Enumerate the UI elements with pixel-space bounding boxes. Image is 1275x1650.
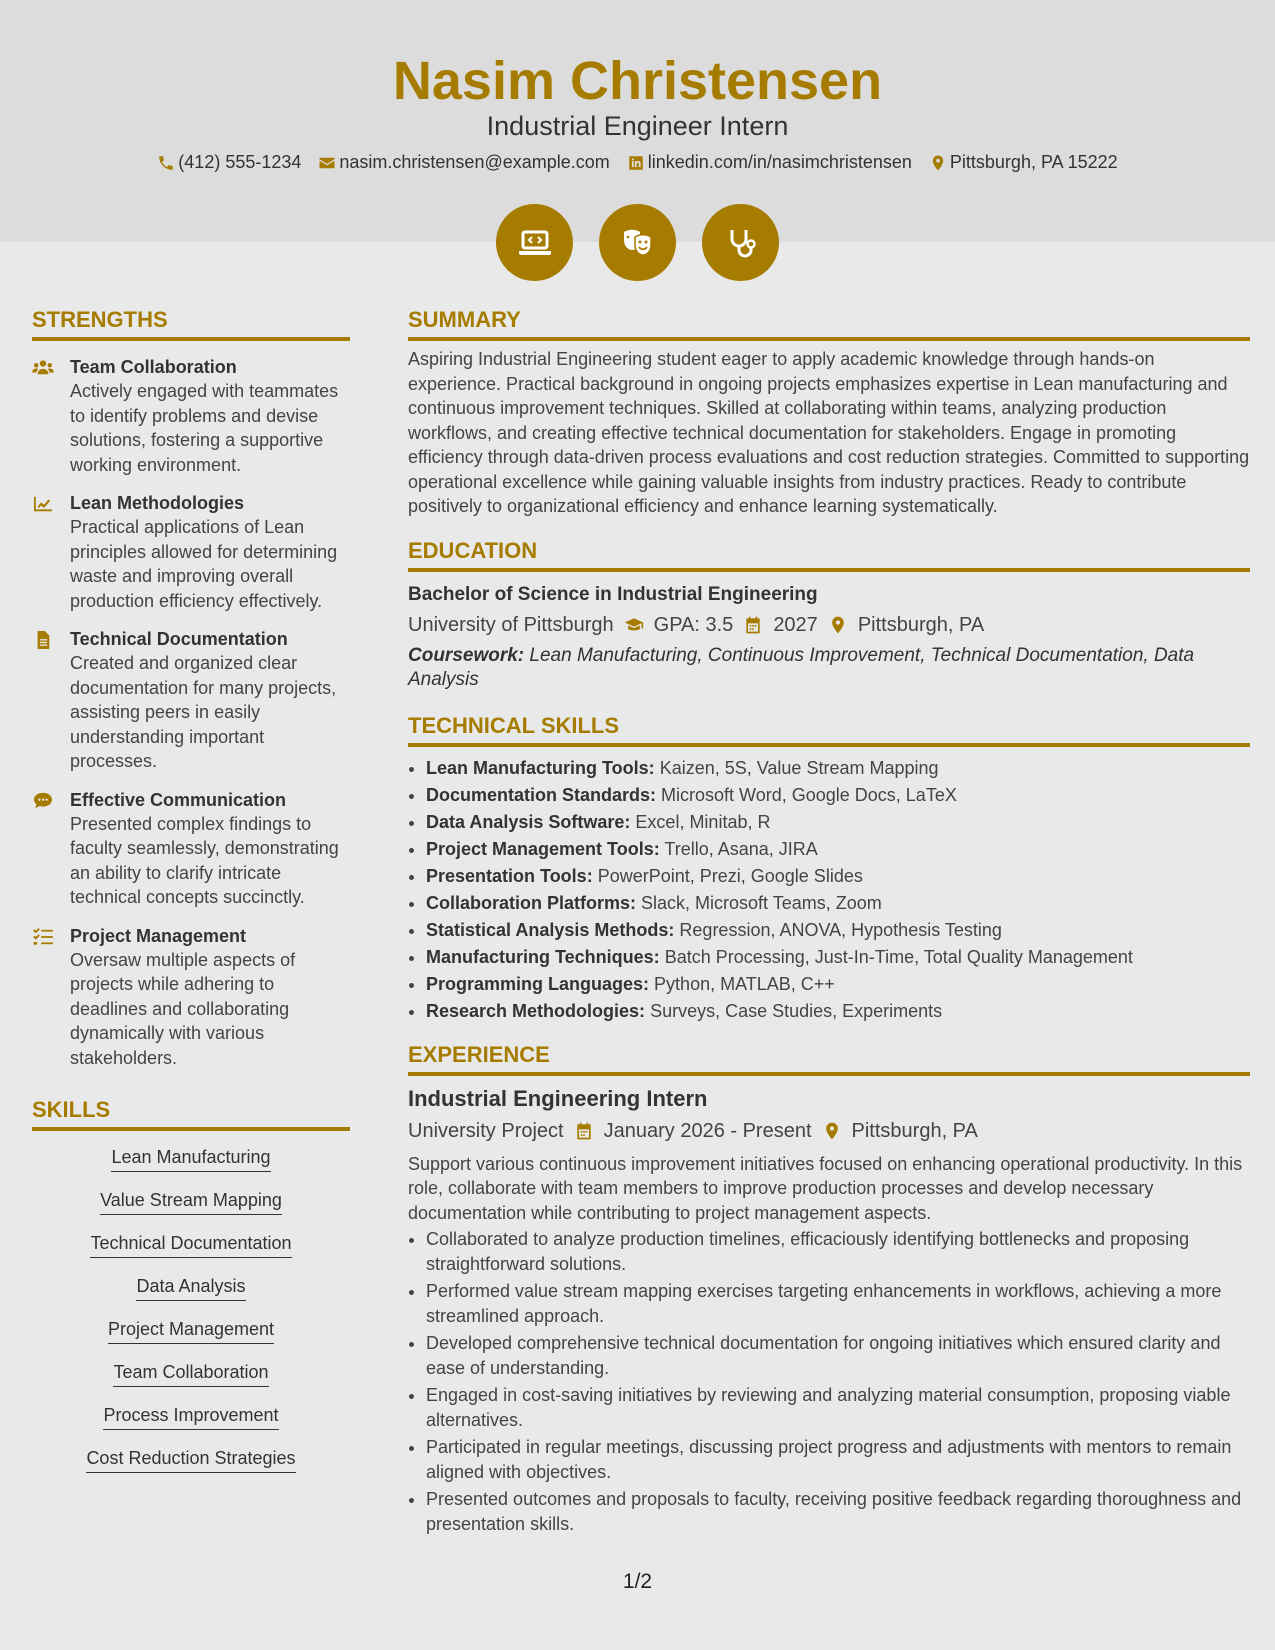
tech-skill-item [426, 863, 1250, 890]
tech-skill-item [426, 836, 1250, 863]
file-alt-icon [32, 631, 54, 649]
tech-skill-value: Slack, Microsoft Teams, Zoom [641, 892, 882, 913]
tech-skill-item [426, 998, 1250, 1025]
job-bullet: • Presented outcomes and proposals to faculty, receiving positive feedback regarding thoroughness and presentation skills. [426, 1487, 1250, 1536]
strength-item [32, 491, 350, 613]
coursework-list: Lean Manufacturing, Continuous Improvement, Technical Documentation, Data Analysis [408, 644, 1195, 690]
stethoscope-icon [702, 204, 779, 281]
graduation-cap-icon [624, 615, 644, 635]
strength-desc: Actively engaged with teammates to identify problems and devise solutions, fostering a supportive working environment. [70, 381, 339, 475]
skills-title: SKILLS [32, 1096, 350, 1131]
map-marker-icon [828, 615, 848, 635]
job-bullet: • Engaged in cost-saving initiatives by reviewing and analyzing material consumption, proposing viable alternatives. [426, 1383, 1250, 1432]
linkedin-text[interactable]: linkedin.com/in/nasimchristensen [647, 152, 912, 172]
coursework-label: Coursework: [408, 644, 525, 666]
tech-skill-label: Documentation Standards: [426, 784, 657, 805]
skill-item: Technical Documentation [90, 1231, 291, 1258]
school-location: Pittsburgh, PA [857, 613, 985, 636]
strength-item [32, 924, 350, 1071]
job-intro: Support various continuous improvement initiatives focused on enhancing operational productivity. In this role, collaborate with team members to improve production processes and develop necessary documentation while contributing to project management aspects. [408, 1153, 1243, 1223]
tech-skill-label: Lean Manufacturing Tools: [426, 757, 655, 778]
tech-skill-value: PowerPoint, Prezi, Google Slides [597, 865, 863, 886]
skill-item: Project Management [108, 1317, 274, 1344]
tech-skill-value: Trello, Asana, JIRA [664, 838, 818, 859]
contact-email[interactable] [318, 152, 609, 173]
users-icon [32, 359, 54, 377]
technical-skills-title: TECHNICAL SKILLS [408, 712, 1250, 747]
tech-skill-item [426, 971, 1250, 998]
job-title: Industrial Engineering Intern [408, 1085, 708, 1111]
tech-skill-value: Surveys, Case Studies, Experiments [650, 1000, 943, 1021]
map-marker-icon [822, 1121, 842, 1141]
grad-year: 2027 [773, 613, 818, 636]
tech-skill-value: Excel, Minitab, R [635, 811, 771, 832]
tech-skill-label: Manufacturing Techniques: [426, 946, 660, 967]
job-bullets [408, 1227, 1250, 1536]
hobby-icons [0, 204, 1275, 281]
strength-title: Lean Methodologies [70, 493, 245, 513]
skill-item: Team Collaboration [113, 1360, 268, 1387]
degree: Bachelor of Science in Industrial Engineering [408, 583, 818, 605]
tech-skill-item [426, 755, 1250, 782]
contact-row [0, 152, 1275, 173]
strength-item [32, 788, 350, 910]
strength-title: Project Management [70, 925, 247, 946]
theater-masks-icon [599, 204, 676, 281]
comment-dots-icon [32, 792, 54, 810]
coursework [408, 644, 1250, 692]
skill-item: Lean Manufacturing [111, 1145, 270, 1172]
summary-text: Aspiring Industrial Engineering student eager to apply academic knowledge through hands-on experience. Practical background in ongoing projects emphasizes expertise in Lean manufacturing and continuous improvement techniques. Skilled at collaborating within teams, analyzing production workflows, and creating effective technical documentation for stakeholders. Engage in promoting efficiency through data-driven process evaluations and cost reduction strategies. Committed to supporting operational excellence while gaining valuable insights from industry practices. Ready to contribute positively to organizational efficiency and enhance learning systematically. [408, 349, 1250, 516]
tech-skill-item [426, 944, 1250, 971]
job-bullet: • Developed comprehensive technical documentation for ongoing initiatives which ensured clarity and ease of understanding. [426, 1331, 1250, 1380]
strength-title: Effective Communication [70, 789, 287, 810]
skill-item: Data Analysis [136, 1274, 245, 1301]
tech-skill-value: Python, MATLAB, C++ [654, 973, 835, 994]
phone-icon [157, 154, 175, 172]
school: University of Pittsburgh [408, 613, 614, 636]
strength-desc: Presented complex findings to faculty seamlessly, demonstrating an ability to clarify intricate technical concepts succinctly. [70, 813, 339, 907]
strength-item [32, 355, 350, 477]
tech-skill-value: Microsoft Word, Google Docs, LaTeX [661, 784, 957, 805]
contact-linkedin[interactable] [627, 152, 912, 173]
gpa: GPA: 3.5 [653, 613, 734, 636]
strength-desc: Created and organized clear documentation for many projects, assisting peers in easily understanding important processes. [70, 653, 337, 771]
skill-item: Value Stream Mapping [100, 1188, 282, 1215]
tech-skill-label: Data Analysis Software: [426, 811, 631, 832]
tech-skill-item [426, 809, 1250, 836]
strengths-title: STRENGTHS [32, 306, 350, 341]
map-marker-icon [929, 154, 947, 172]
skills-list [32, 1145, 350, 1489]
tech-skill-label: Presentation Tools: [426, 865, 593, 886]
tech-skill-value: Kaizen, 5S, Value Stream Mapping [659, 757, 939, 778]
strength-desc: Oversaw multiple aspects of projects while adhering to deadlines and collaborating dynamically with various stakeholders. [70, 949, 296, 1068]
job-bullet: • Collaborated to analyze production timelines, efficaciously identifying bottlenecks and proposing straightforward solutions. [426, 1227, 1250, 1276]
page-number: 1/2 [622, 1570, 653, 1593]
experience-title: EXPERIENCE [408, 1041, 1250, 1076]
tech-skill-value: Batch Processing, Just-In-Time, Total Quality Management [664, 946, 1133, 967]
tech-skill-label: Statistical Analysis Methods: [426, 919, 675, 940]
calendar-icon [574, 1121, 594, 1141]
tech-skill-item [426, 890, 1250, 917]
location-text: Pittsburgh, PA 15222 [949, 152, 1118, 172]
education-meta [408, 610, 1250, 640]
tech-skill-label: Programming Languages: [426, 973, 650, 994]
tech-skill-label: Research Methodologies: [426, 1000, 646, 1021]
right-column [408, 306, 1250, 1539]
skill-item: Process Improvement [103, 1403, 278, 1430]
email-text[interactable]: nasim.christensen@example.com [339, 152, 610, 172]
candidate-role: Industrial Engineer Intern [486, 111, 789, 141]
calendar-icon [743, 615, 763, 635]
tech-skill-label: Project Management Tools: [426, 838, 660, 859]
chart-line-icon [32, 495, 54, 513]
strength-title: Technical Documentation [70, 629, 288, 649]
skill-item: Cost Reduction Strategies [86, 1446, 295, 1473]
education-title: EDUCATION [408, 537, 1250, 572]
tech-skill-item [426, 782, 1250, 809]
tasks-icon [32, 928, 54, 946]
tech-skill-label: Collaboration Platforms: [426, 892, 637, 913]
strength-desc: Practical applications of Lean principles allowed for determining waste and improving overall production efficiency effectively. [70, 517, 338, 611]
candidate-name: Nasim Christensen [392, 51, 883, 111]
job-meta [408, 1116, 1250, 1146]
envelope-icon [318, 154, 336, 172]
linkedin-icon [627, 154, 645, 172]
summary-title: SUMMARY [408, 306, 1250, 341]
job-bullet: • Participated in regular meetings, discussing project progress and adjustments with mentors to remain aligned with objectives. [426, 1435, 1250, 1484]
left-column [32, 306, 350, 1489]
contact-location [929, 152, 1118, 173]
tech-skill-item [426, 917, 1250, 944]
laptop-code-icon [496, 204, 573, 281]
strength-item [32, 627, 350, 774]
job-dates: January 2026 - Present [603, 1119, 812, 1142]
strength-title: Team Collaboration [70, 357, 237, 377]
job-location: Pittsburgh, PA [851, 1119, 978, 1142]
job-org: University Project [408, 1119, 564, 1142]
job-bullet: • Performed value stream mapping exercises targeting enhancements in workflows, achieving a more streamlined approach. [426, 1279, 1250, 1328]
technical-skills-list [408, 755, 1250, 1025]
tech-skill-value: Regression, ANOVA, Hypothesis Testing [679, 919, 1002, 940]
contact-phone [157, 152, 301, 173]
phone-text: (412) 555-1234 [178, 152, 302, 172]
